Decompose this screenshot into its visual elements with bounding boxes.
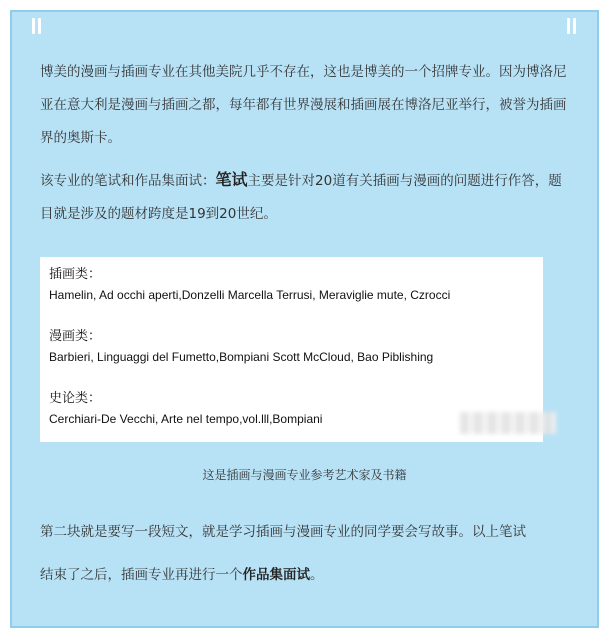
- image-caption: 这是插画与漫画专业参考艺术家及书籍: [202, 468, 407, 482]
- essay-paragraph: 第二块就是要写一段短文，就是学习插画与漫画专业的同学要会写故事。以上笔试: [40, 524, 526, 540]
- category-list-comics: Barbieri, Linguaggi del Fumetto,Bompiani Scott McCloud, Bao Piblishing: [49, 350, 434, 364]
- blurred-watermark: [460, 412, 556, 434]
- intro-section: [40, 56, 568, 231]
- interview-paragraph-emphasis: 作品集面试: [242, 567, 310, 583]
- category-title-illustration: 插画类：: [49, 267, 102, 282]
- interview-paragraph-lead: 结束了之后，插画专业再进行一个: [40, 567, 243, 583]
- exam-paragraph: [40, 163, 568, 231]
- reference-card: [40, 257, 543, 442]
- closing-section: [40, 516, 570, 592]
- category-title-history: 史论类：: [49, 391, 102, 406]
- interview-paragraph-end: 。: [310, 567, 324, 583]
- binder-clip-right-icon: [567, 18, 577, 34]
- category-list-history: Cerchiari-De Vecchi, Arte nel tempo,vol.lll,Bompiani: [49, 412, 323, 426]
- binder-clip-left-icon: [32, 18, 42, 34]
- interview-paragraph: [40, 559, 570, 592]
- category-list-illustration: Hamelin, Ad occhi aperti,Donzelli Marcella Terrusi, Meraviglie mute, Czrocci: [49, 288, 451, 302]
- exam-paragraph-lead: 该专业的笔试和作品集面试：: [40, 173, 216, 189]
- category-title-comics: 漫画类：: [49, 329, 102, 344]
- exam-paragraph-emphasis: 笔试: [215, 170, 248, 189]
- intro-paragraph: 博美的漫画与插画专业在其他美院几乎不存在，这也是博美的一个招牌专业。因为博洛尼亚在意大利是漫画与插画之都，每年都有世界漫展和插画展在博洛尼亚举行，被誉为插画界的奥斯卡。: [40, 64, 567, 146]
- exam-paragraph-body: 主要是针对20道有关插画与漫画的问题进行作答，题目就是涉及的题材跨度是19到20世纪。: [40, 173, 562, 222]
